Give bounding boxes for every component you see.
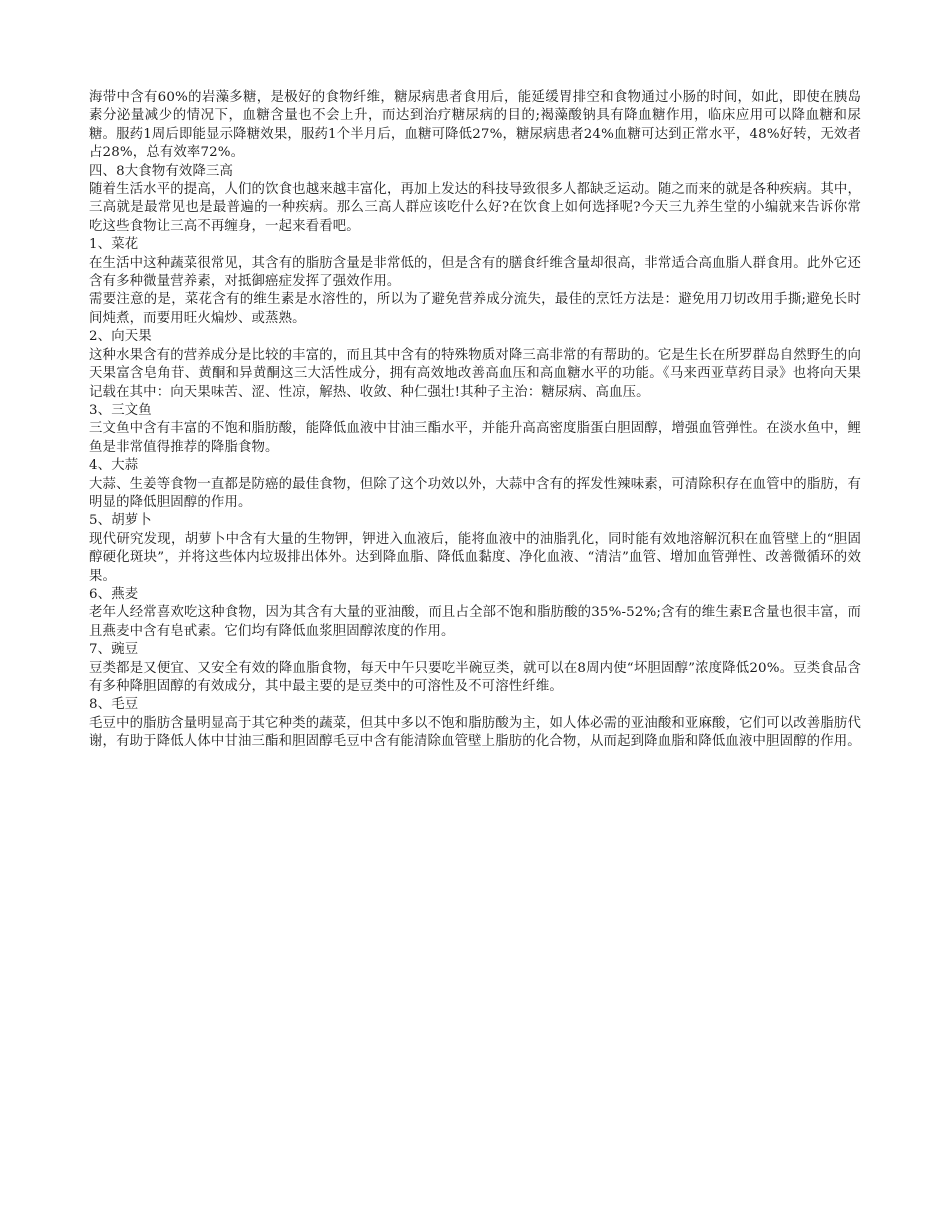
- item-title-pea: 7、豌豆: [89, 642, 139, 658]
- item-paragraph: 大蒜、生姜等食物一直都是防癌的最佳食物，但除了这个功效以外，大蒜中含有的挥发性辣味素，可清除积存在血管中的脂肪，有明显的降低胆固醇的作用。: [89, 476, 861, 510]
- item-paragraph: 三文鱼中含有丰富的不饱和脂肪酸，能降低血液中甘油三酯水平，并能升高高密度脂蛋白胆固醇，增强血管弹性。在淡水鱼中，鲤鱼是非常值得推荐的降脂食物。: [89, 421, 861, 455]
- item-paragraph: 老年人经常喜欢吃这种食物，因为其含有大量的亚油酸，而且占全部不饱和脂肪酸的35%-52%;含有的维生素E含量也很丰富，而且燕麦中含有皂甙素。它们均有降低血浆胆固醇浓度的作用。: [89, 605, 861, 639]
- item-title-oats: 6、燕麦: [89, 586, 139, 602]
- item-title-edamame: 8、毛豆: [89, 697, 139, 713]
- section-title: 四、8大食物有效降三高: [89, 163, 234, 179]
- item-title-garlic: 4、大蒜: [89, 458, 139, 474]
- item-paragraph: 豆类都是又便宜、又安全有效的降血脂食物，每天中午只要吃半碗豆类，就可以在8周内使“坏胆固醇”浓度降低20%。豆类食品含有多种降胆固醇的有效成分，其中最主要的是豆类中的可溶性及不可溶性纤维。: [89, 660, 861, 694]
- item-title-carrot: 5、胡萝卜: [89, 513, 152, 529]
- item-paragraph: 现代研究发现，胡萝卜中含有大量的生物钾，钾进入血液后，能将血液中的油脂乳化，同时能有效地溶解沉积在血管壁上的“胆固醇硬化斑块”，并将这些体内垃圾排出体外。达到降血脂、降低血黏度、净化血液、“清洁”血管、增加血管弹性、改善微循环的效果。: [89, 531, 861, 584]
- document-body: [89, 89, 861, 752]
- intro-paragraph: 海带中含有60%的岩藻多糖，是极好的食物纤维，糖尿病患者食用后，能延缓胃排空和食物通过小肠的时间，如此，即使在胰岛素分泌量减少的情况下，血糖含量也不会上升，而达到治疗糖尿病的目的;褐藻酸钠具有降血糖作用，临床应用可以降血糖和尿糖。服药1周后即能显示降糖效果，服药1个半月后，血糖可降低27%，糖尿病患者24%血糖可达到正常水平，48%好转，无效者占28%，总有效率72%。: [89, 90, 861, 161]
- item-paragraph: 这种水果含有的营养成分是比较的丰富的，而且其中含有的特殊物质对降三高非常的有帮助的。它是生长在所罗群岛自然野生的向天果富含皂角苷、黄酮和异黄酮这三大活性成分，拥有高效地改善高血压和高血糖水平的功能。《马来西亚草药目录》也将向天果记载在其中：向天果味苦、涩、性凉，解热、收敛、种仁强壮!其种子主治：糖尿病、高血压。: [89, 347, 861, 400]
- item-title-xiangtianguo: 2、向天果: [89, 329, 152, 345]
- item-paragraph: 在生活中这种蔬菜很常见，其含有的脂肪含量是非常低的，但是含有的膳食纤维含量却很高，非常适合高血脂人群食用。此外它还含有多种微量营养素，对抵御癌症发挥了强效作用。: [89, 255, 861, 290]
- item-title-cauliflower: 1、菜花: [89, 237, 139, 253]
- item-title-salmon: 3、三文鱼: [89, 402, 152, 418]
- item-paragraph: 需要注意的是，菜花含有的维生素是水溶性的，所以为了避免营养成分流失，最佳的烹饪方法是：避免用刀切改用手撕;避免长时间炖煮，而要用旺火煸炒、或蒸熟。: [89, 292, 861, 326]
- section-intro-paragraph: 随着生活水平的提高，人们的饮食也越来越丰富化，再加上发达的科技导致很多人都缺乏运动。随之而来的就是各种疾病。其中，三高就是最常见也是最普遍的一种疾病。那么三高人群应该吃什么好?在饮食上如何选择呢?今天三九养生堂的小编就来告诉你常吃这些食物让三高不再缠身，一起来看看吧。: [89, 182, 861, 234]
- item-paragraph: 毛豆中的脂肪含量明显高于其它种类的蔬菜，但其中多以不饱和脂肪酸为主，如人体必需的亚油酸和亚麻酸，它们可以改善脂肪代谢，有助于降低人体中甘油三酯和胆固醇毛豆中含有能清除血管壁上脂肪的化合物，从而起到降血脂和降低血液中胆固醇的作用。: [89, 715, 861, 750]
